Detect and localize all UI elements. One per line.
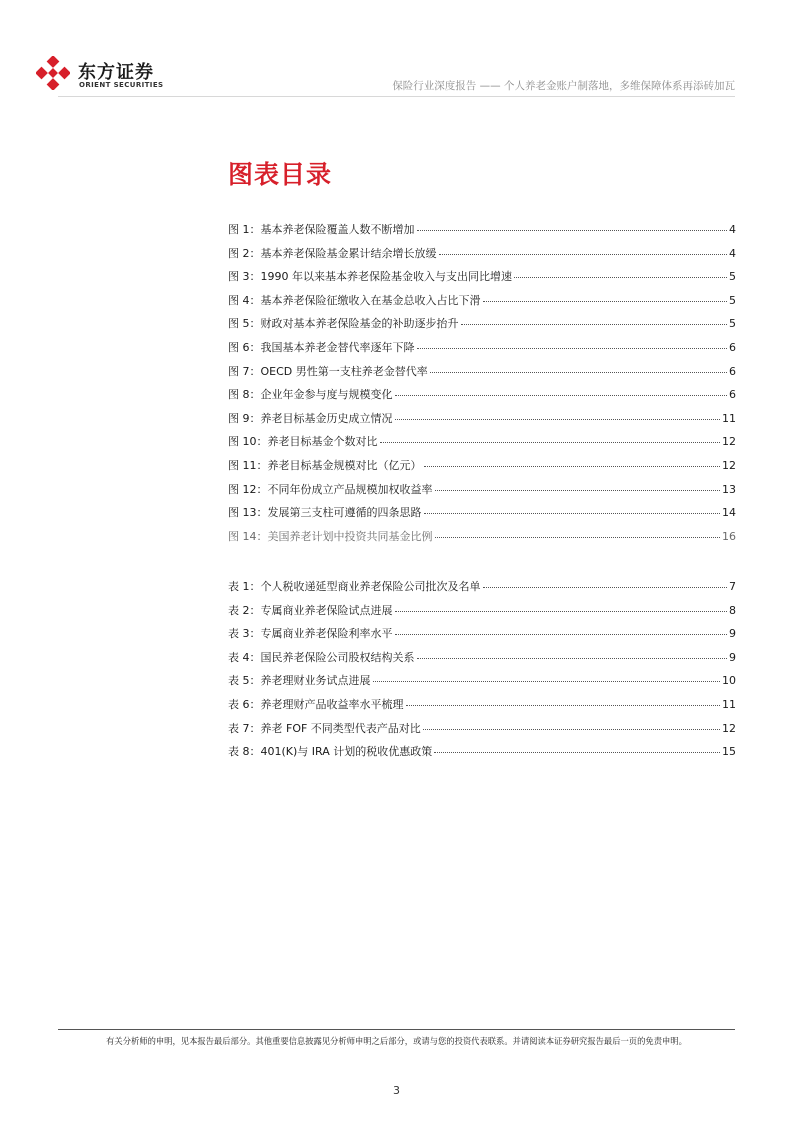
footer-divider (58, 1029, 735, 1030)
toc-entry-figure-12[interactable] (228, 481, 736, 505)
toc-leader (424, 513, 721, 514)
toc-entry-label: 图 8：企业年金参与度与规模变化 (228, 388, 393, 402)
toc-leader (417, 230, 728, 231)
toc-leader (417, 348, 728, 349)
toc-entry-label: 图 2：基本养老保险基金累计结余增长放缓 (228, 246, 437, 260)
toc-leader (373, 681, 721, 682)
toc-entry-page: 5 (729, 270, 736, 284)
toc-entry-page: 12 (722, 435, 736, 449)
toc-entry-figure-14[interactable] (228, 528, 736, 552)
toc-entry-page: 12 (722, 721, 736, 735)
toc-entry-label: 表 3：专属商业养老保险利率水平 (228, 627, 393, 641)
toc-entry-table-3[interactable] (228, 625, 736, 649)
toc-entry-figure-1[interactable] (228, 221, 736, 245)
toc-entry-page: 15 (722, 745, 736, 759)
toc-entry-label: 图 13：发展第三支柱可遵循的四条思路 (228, 506, 422, 520)
toc-entry-label: 图 3：1990 年以来基本养老保险基金收入与支出同比增速 (228, 270, 512, 284)
toc-leader (483, 301, 728, 302)
toc-entry-page: 5 (729, 293, 736, 307)
toc-entry-label: 表 6：养老理财产品收益率水平梳理 (228, 697, 404, 711)
toc-entry-figure-13[interactable] (228, 504, 736, 528)
toc-entry-label: 图 9：养老目标基金历史成立情况 (228, 411, 393, 425)
toc-leader (395, 634, 728, 635)
toc-entry-figure-11[interactable] (228, 457, 736, 481)
toc-entry-table-6[interactable] (228, 696, 736, 720)
toc-entry-page: 6 (729, 388, 736, 402)
toc-entry-label: 表 1：个人税收递延型商业养老保险公司批次及名单 (228, 580, 481, 593)
toc-entry-page: 6 (729, 340, 736, 354)
toc-leader (439, 254, 728, 255)
toc-entry-page: 4 (729, 246, 736, 260)
toc-entry-label: 图 14：美国养老计划中投资共同基金比例 (228, 529, 433, 543)
toc-entry-page: 13 (722, 482, 736, 496)
page-title: 图表目录 (228, 160, 333, 189)
toc-entry-label: 图 1：基本养老保险覆盖人数不断增加 (228, 223, 415, 236)
toc-leader (430, 372, 727, 373)
toc-leader (461, 324, 728, 325)
toc-entry-figure-8[interactable] (228, 386, 736, 410)
toc-entry-figure-2[interactable] (228, 245, 736, 269)
toc-leader (380, 442, 721, 443)
toc-entry-page: 12 (722, 458, 736, 472)
toc-leader (406, 705, 721, 706)
toc-leader (435, 490, 721, 491)
toc-entry-label: 图 10：养老目标基金个数对比 (228, 435, 378, 449)
toc-entry-label: 图 11：养老目标基金规模对比（亿元） (228, 458, 422, 472)
report-title: 保险行业深度报告 —— 个人养老金账户制落地，多维保障体系再添砖加瓦 (392, 80, 735, 92)
toc-entry-table-4[interactable] (228, 649, 736, 673)
toc-entry-page: 7 (729, 580, 736, 593)
toc-leader (483, 587, 728, 588)
toc-entry-page: 11 (722, 697, 736, 711)
toc-entry-table-5[interactable] (228, 672, 736, 696)
toc-leader (435, 537, 721, 538)
footer-disclaimer: 有关分析师的申明，见本报告最后部分。其他重要信息披露见分析师申明之后部分，或请与您的投资代表联系。并请阅读本证券研究报告最后一页的免责申明。 (106, 1036, 687, 1046)
toc-entry-figure-7[interactable] (228, 363, 736, 387)
brand-name-en: ORIENT SECURITIES (79, 81, 164, 89)
toc-entry-page: 5 (729, 317, 736, 331)
toc-entry-figure-4[interactable] (228, 292, 736, 316)
table-list (228, 578, 736, 767)
toc-entry-label: 图 5：财政对基本养老保险基金的补助逐步抬升 (228, 317, 459, 331)
toc-entry-page: 9 (729, 627, 736, 641)
toc-entry-page: 4 (729, 223, 736, 236)
toc-entry-page: 6 (729, 364, 736, 378)
toc-entry-label: 图 12：不同年份成立产品规模加权收益率 (228, 482, 433, 496)
toc-entry-label: 图 6：我国基本养老金替代率逐年下降 (228, 340, 415, 354)
toc-entry-page: 14 (722, 506, 736, 520)
toc-entry-page: 11 (722, 411, 736, 425)
toc-entry-table-8[interactable] (228, 743, 736, 767)
toc-entry-figure-10[interactable] (228, 433, 736, 457)
toc-entry-page: 16 (722, 529, 736, 543)
orient-logo-icon (36, 56, 70, 90)
toc-entry-page: 10 (722, 674, 736, 688)
toc-leader (424, 466, 721, 467)
toc-leader (417, 658, 728, 659)
toc-entry-table-1[interactable] (228, 578, 736, 602)
toc-entry-table-2[interactable] (228, 602, 736, 626)
toc-entry-label: 表 8：401(K)与 IRA 计划的税收优惠政策 (228, 745, 433, 759)
toc-entry-page: 8 (729, 603, 736, 617)
toc-leader (395, 419, 721, 420)
toc-leader (395, 395, 728, 396)
toc-entry-figure-9[interactable] (228, 410, 736, 434)
toc-entry-label: 表 7：养老 FOF 不同类型代表产品对比 (228, 721, 421, 735)
header-divider (58, 96, 735, 97)
toc-entry-label: 图 4：基本养老保险征缴收入在基金总收入占比下滑 (228, 293, 481, 307)
toc-leader (434, 752, 720, 753)
toc-entry-label: 图 7：OECD 男性第一支柱养老金替代率 (228, 364, 428, 378)
brand-name-cn: 东方证券 (78, 62, 154, 83)
page-number: 3 (393, 1084, 400, 1097)
toc-entry-figure-3[interactable] (228, 268, 736, 292)
toc-entry-label: 表 2：专属商业养老保险试点进展 (228, 603, 393, 617)
figure-list (228, 221, 736, 551)
toc-entry-label: 表 5：养老理财业务试点进展 (228, 674, 371, 688)
toc-entry-figure-6[interactable] (228, 339, 736, 363)
toc-entry-figure-5[interactable] (228, 315, 736, 339)
toc-entry-page: 9 (729, 650, 736, 664)
toc-leader (395, 611, 728, 612)
toc-leader (514, 277, 727, 278)
toc-leader (423, 729, 720, 730)
toc-entry-table-7[interactable] (228, 720, 736, 744)
toc-entry-label: 表 4：国民养老保险公司股权结构关系 (228, 650, 415, 664)
